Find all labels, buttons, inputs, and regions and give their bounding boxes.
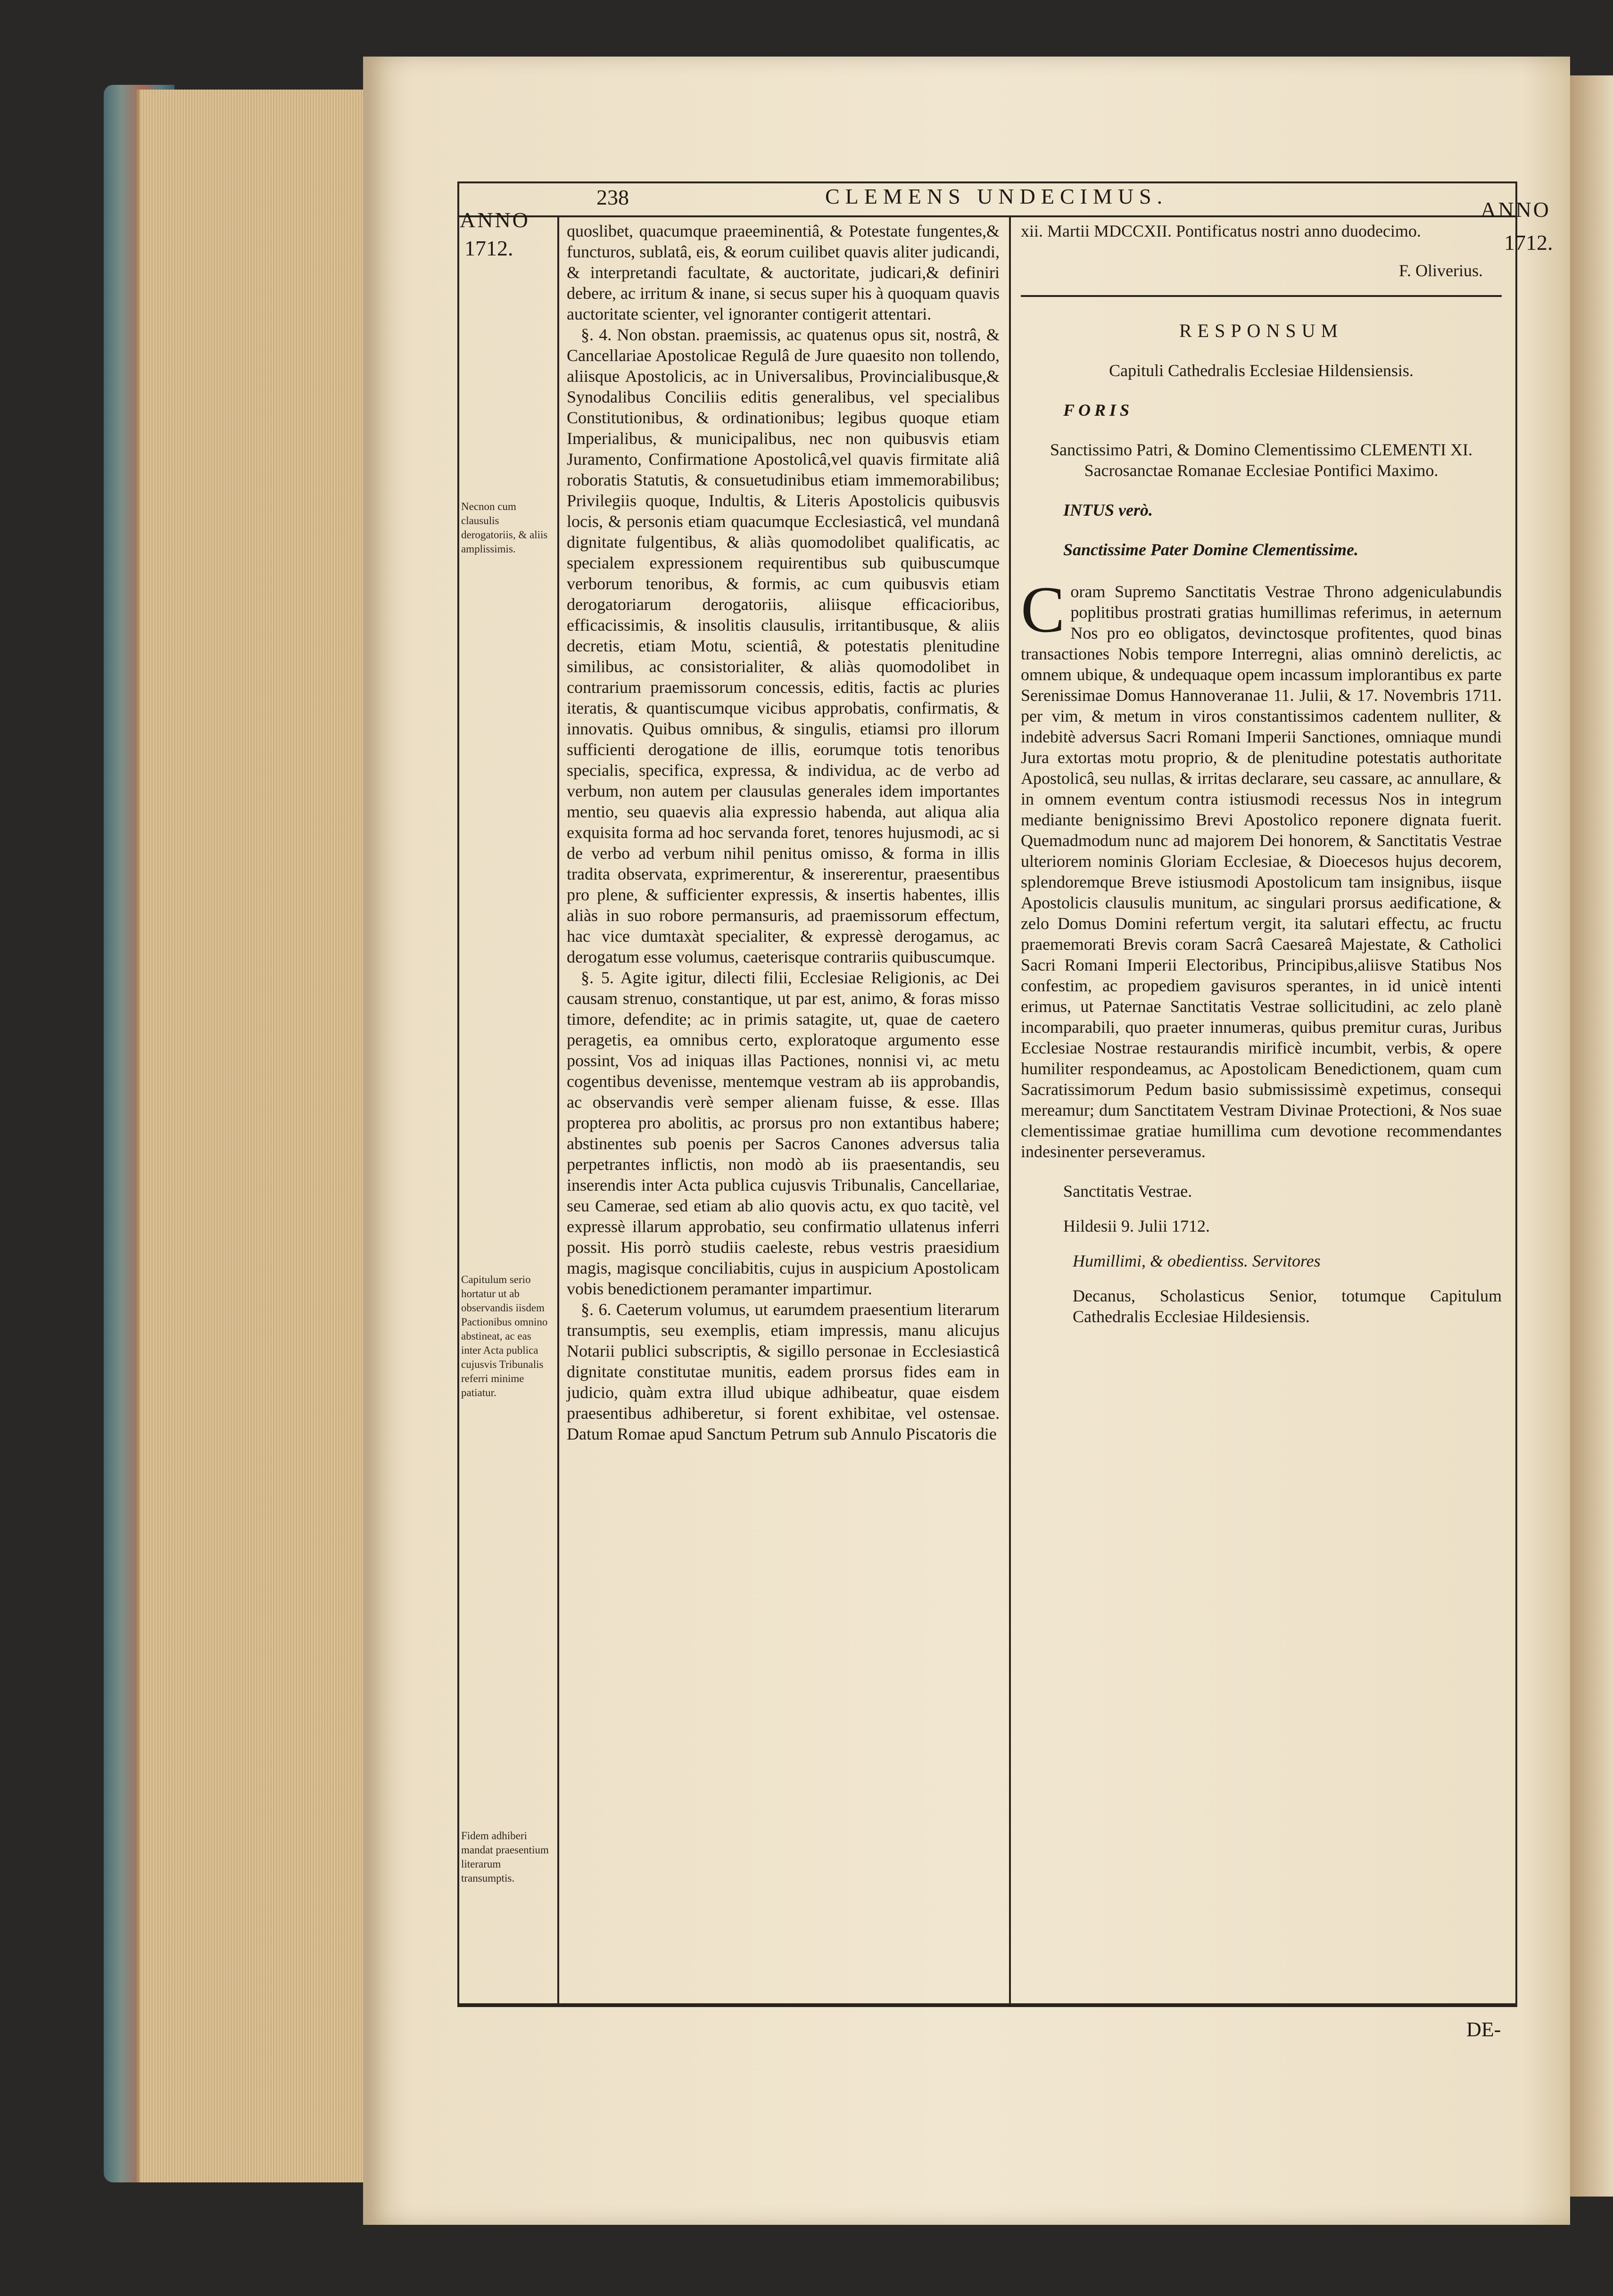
header-rule [457, 215, 1517, 217]
paragraph-section-5: §. 5. Agite igitur, dilecti filii, Ecclesiae Religionis, ac Dei causam strenuo, constantique, ut par est, animo, & foras misso timore, defendite; ac in primis satagite, ut, quae de caetero peragetis, ea omnibus certo, exploratoque argumento esse possint, Vos ad iniquas illas Pactiones, nonnisi vi, ac metu cogentibus devenisse, mentemque vestram ab iis approbandis, ac observandis verè semper alienam fuisse, & esse. Illas propterea pro abolitis, ac prorsus pro non extantibus habere; abstinentes sub poenis per Sacros Canones adversus talia perpetrantes inflictis, non modò ab iis praesentandis, seu inserendis inter Acta publica cujusvis Tribunalis, Cancellariae, seu Camerae, sed etiam ab alio quovis actu, ex quo tacitè, vel expressè illarum approbatio, seu confirmatio ullatenus inferri possit. His porrò studiis caeleste, rebus vestris praesidium magis, magisque conciliabitis, cujus in auspicium Apostolicam vobis benedictionem peramanter impartimur. [567, 968, 1000, 1298]
footer-rule [457, 2003, 1517, 2005]
anno-right: ANNO [1481, 198, 1551, 222]
running-title: CLEMENS UNDECIMUS. [825, 184, 1168, 208]
margin-note-exhortation: Capitulum serio hortatur ut ab observandis iisdem Pactionibus omnino abstineat, ac eas inter Acta publica cujusvis Tribunalis referri minime patiatur. [461, 1274, 548, 1399]
signature-oliverius: F. Oliverius. [1398, 261, 1483, 280]
closing-line: Sanctitatis Vestrae. [1063, 1182, 1192, 1201]
responsum-heading: RESPONSUM [1179, 320, 1344, 341]
place-date-line: Hildesii 9. Julii 1712. [1063, 1217, 1210, 1235]
letter-body [1021, 573, 1502, 1162]
dating-line: xii. Martii MDCCXII. Pontificatus nostri anno duodecimo. [1021, 222, 1421, 240]
anno-left: ANNO [460, 208, 530, 232]
margin-note-derogatory: Necnon cum clausulis derogatoriis, & aliis amplissimis. [461, 501, 548, 555]
foris-label: FORIS [1063, 401, 1133, 420]
year-left: 1712. [464, 236, 513, 260]
address-block: Sanctissimo Patri, & Domino Clementissimo CLEMENTI XI. Sacrosanctae Romanae Ecclesiae Pontifici Maximo. [1050, 440, 1472, 480]
right-text-column [1021, 221, 1502, 1327]
separator-rule [1021, 295, 1502, 297]
page-number: 238 [596, 185, 629, 209]
paragraph-section-6: §. 6. Caeterum volumus, ut earumdem praesentium literarum transumptis, seu exemplis, etiam impressis, manu alicujus Notarii publici subscriptis, & sigillo personae in Ecclesiasticâ dignitate constitutae munitis, eadem prorsus fides eam in judicio, quàm extra illud ubique adhibeatur, quae eisdem praesentibus adhiberetur, si forent exhibitae, vel ostensae. Datum Romae apud Sanctum Petrum sub Annulo Piscatoris die [567, 1300, 1000, 1443]
column-divider-rule [1009, 215, 1011, 2003]
book-page [363, 57, 1570, 2225]
year-right: 1712. [1504, 230, 1553, 255]
page-edges [137, 90, 371, 2182]
servitores-line: Humillimi, & obedientiss. Servitores [1073, 1251, 1321, 1270]
signatories-block: Decanus, Scholasticus Senior, totumque Capitulum Cathedralis Ecclesiae Hildesiensis. [1073, 1286, 1502, 1326]
facing-page-edge [1570, 75, 1613, 2197]
left-margin-rule [557, 215, 559, 2003]
letter-body-text: oram Supremo Sanctitatis Vestrae Throno adgeniculabundis poplitibus prostrati gratias humillimas referimus, in aeternum Nos pro eo obligatos, devinctosque profitentes, quod binas transactiones Nobis tempore Interregni, alias omninò derelictis, ac omnem ubique, & undequaque opem incassum implorantibus ex parte Serenissimae Domus Hannoveranae 11. Julii, & 17. Novembris 1711. per vim, & metum in viros constantissimos cadentem nulliter, & indebitè adversus Sacri Romani Imperii Sanctiones, omniaque mundi Jura extortas motu proprio, & de plenitudine potestatis authoritate Apostolicâ, seu nullas, & irritas declarare, seu cassare, ac annullare, & in omnem eventum contra istiusmodi recessus Nos in integrum mediante benignissimo Brevi Apostolico reponere dignata fuerit. Quemadmodum nunc ad majorem Dei honorem, & Sanctitatis Vestrae ulteriorem nominis Gloriam Ecclesiae, & Dioecesos hujus decorem, splendoremque Breve istiusmodi Apostolicum tam insignibus, iisque Apostolicis clausulis munitum, ac singulari prorsus aedificatione, & zelo Domus Domini refertum vergit, ita salutari effectu, ac fructu praememorati Brevis coram Sacrâ Caesareâ Majestate, & Catholici Sacri Romani Imperii Electoribus, Principibus,aliisve Statibus Nos confestim, ac propediem gavisuros sperantes, in id unicè intenti erimus, ut Paternae Sanctitatis Vestrae sollicitudini, ac zelo planè incomparabili, quo praeter innumeras, quibus premitur curas, Juribus Ecclesiae Nostrae restaurandis mirificè incumbit, verbis, & opere humiliter respondeamus, ac Apostolicam Benedictionem, quam cum Sacratissimorum Pedum basio submississimè expetimus, consequi mereamur; dum Sanctitatem Vestram Divinae Protectioni, & Nos suae clementissimae gratiae humillima cum devotione recommendantes indesinenter perseveramus. [1021, 582, 1502, 1161]
drop-cap: C [1021, 573, 1065, 646]
salutation: Sanctissime Pater Domine Clementissime. [1063, 540, 1359, 559]
responsum-subheading: Capituli Cathedralis Ecclesiae Hildensiensis. [1109, 361, 1414, 380]
paragraph: quoslibet, quacumque praeeminentiâ, & Potestate fungentes,& functuros, sublatâ, eis, & eorum cuilibet quavis aliter judicandi, & interpretandi facultate, & auctoritate, judicari,& definiri debere, ac irritum & inane, si secus super his à quoquam quavis auctoritate scienter, vel ignoranter contigerit attentari. [567, 222, 1000, 323]
catchword: DE- [1466, 2018, 1501, 2041]
margin-note-faith: Fidem adhiberi mandat praesentium literarum transumptis. [461, 1830, 549, 1884]
intus-label: INTUS verò. [1063, 501, 1153, 519]
left-text-column [567, 221, 1000, 1444]
paragraph-section-4: §. 4. Non obstan. praemissis, ac quatenus opus sit, nostrâ, & Cancellariae Apostolicae Regulâ de Jure quaesito non tollendo, aliisque Apostolicis, ac in Universalibus, Provincialibusque,& Synodalibus Conciliis editis generalibus, vel specialibus Constitutionibus, & ordinationibus; legibus quoque etiam Imperialibus, & municipalibus, nec non quibusvis etiam Juramento, Confirmatione Apostolicâ,vel quavis firmitate aliâ roboratis Statutis, & consuetudinibus etiam immemorabilibus; Privilegiis quoque, Indultis, & Literis Apostolicis quibusvis locis, & personis etiam quacumque Ecclesiasticâ, vel mundanâ dignitate fulgentibus, & aliàs quomodolibet qualificatis, ac specialem expressionem requirentibus sub quibuscumque verborum tenoribus, & formis, ac cum quibusvis etiam derogatoriarum derogatoriis, aliisque efficacioribus, efficacissimis, & insolitis clausulis, irritantibusque, & aliis decretis, etiam Motu, scientiâ, & potestatis plenitudine similibus, ac consistorialiter, & aliàs quomodolibet in contrarium praemissorum concessis, editis, factis ac pluries iteratis, & quantiscumque vicibus approbatis, confirmatis, & innovatis. Quibus omnibus, & singulis, etiamsi pro illorum sufficienti derogatione de illis, eorumque totis tenoribus specialis, specifica, expressa, & individua, ac de verbo ad verbum, non autem per clausulas generales idem importantes mentio, seu quaevis alia expressio habenda, aut aliqua alia exquisita forma ad hoc servanda foret, tenores hujusmodi, ac si de verbo ad verbum nihil penitus omisso, & forma in illis tradita observata, exprimerentur, & insererentur, praesentibus pro plene, & sufficienter expressis, & insertis habentes, illis aliàs in suo robore permansuris, ad praemissorum effectum, hac vice dumtaxàt specialiter, & expressè derogamus, ac derogatum esse volumus, caeterisque contrariis quibuscumque. [567, 325, 1000, 966]
